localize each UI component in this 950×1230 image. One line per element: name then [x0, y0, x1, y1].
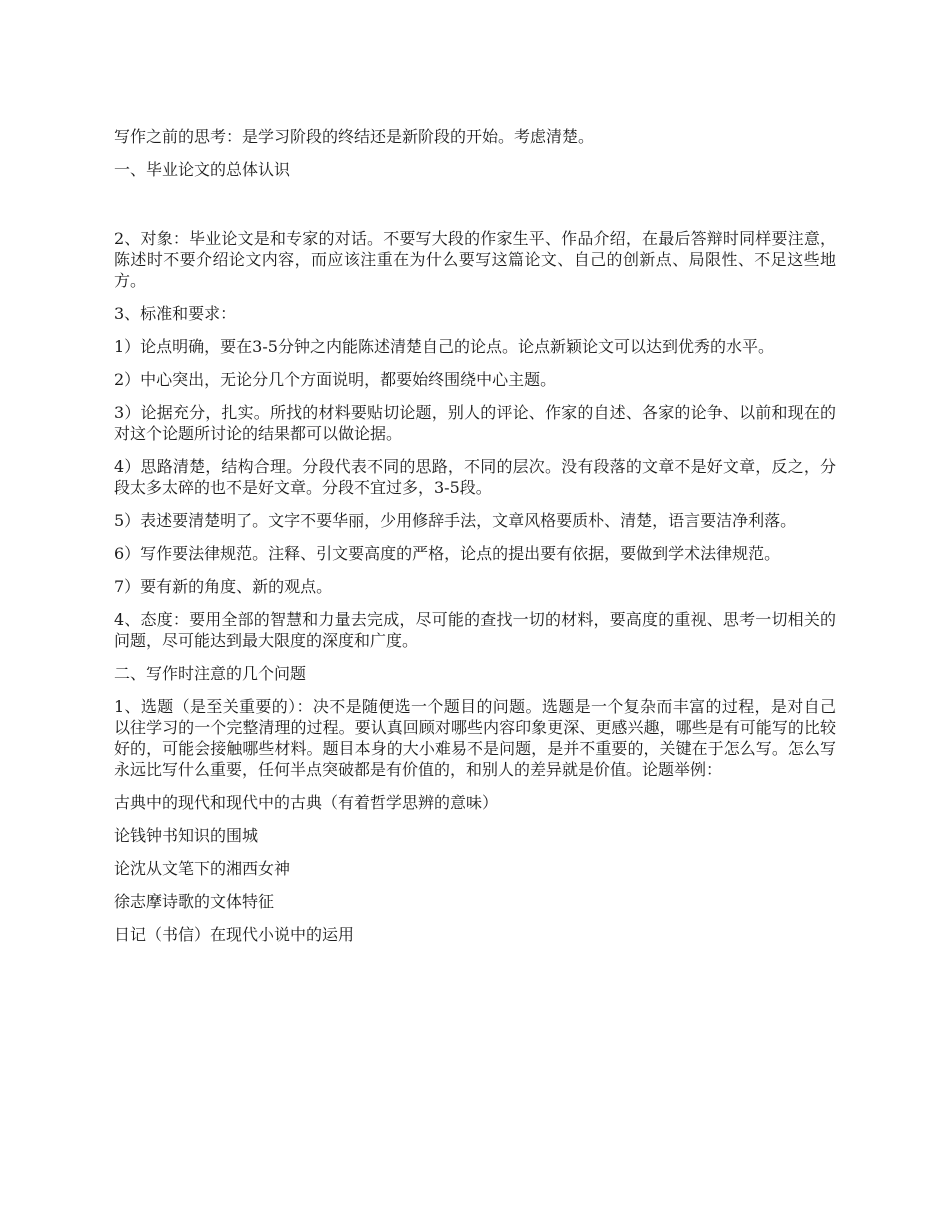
paragraph-object: 2、对象：毕业论文是和专家的对话。不要写大段的作家生平、作品介绍，在最后答辩时同样要注意，陈述时不要介绍论文内容，而应该注重在为什么要写这篇论文、自己的创新点、局限性、不足这些地方。 [114, 229, 836, 290]
topic-example-1: 古典中的现代和现代中的古典（有着哲学思辨的意味） [114, 793, 499, 812]
list-item-1: 1）论点明确，要在3-5分钟之内能陈述清楚自己的论点。论点新颖论文可以达到优秀的水平。 [114, 337, 774, 356]
list-item-6: 6）写作要法律规范。注释、引文要高度的严格，论点的提出要有依据，要做到学术法律规范。 [114, 544, 781, 563]
list-item-7: 7）要有新的角度、新的观点。 [114, 577, 333, 596]
topic-example-3: 论沈从文笔下的湘西女神 [114, 859, 291, 878]
section-heading-1: 一、毕业论文的总体认识 [114, 160, 291, 179]
topic-example-4: 徐志摩诗歌的文体特征 [114, 892, 275, 911]
list-item-2: 2）中心突出，无论分几个方面说明，都要始终围绕中心主题。 [114, 370, 557, 389]
document-page [114, 126, 836, 957]
blank-gap [114, 192, 836, 228]
intro-paragraph: 写作之前的思考：是学习阶段的终结还是新阶段的开始。考虑清楚。 [114, 127, 595, 146]
list-item-3: 3）论据充分，扎实。所找的材料要贴切论题，别人的评论、作家的自述、各家的论争、以前和现在的对这个论题所讨论的结果都可以做论据。 [114, 403, 836, 443]
topic-example-5: 日记（书信）在现代小说中的运用 [114, 925, 355, 944]
paragraph-attitude: 4、态度：要用全部的智慧和力量去完成，尽可能的查找一切的材料，要高度的重视、思考一切相关的问题，尽可能达到最大限度的深度和广度。 [114, 610, 836, 650]
topic-example-2: 论钱钟书知识的围城 [114, 826, 259, 845]
section-heading-2: 二、写作时注意的几个问题 [114, 664, 307, 683]
paragraph-topic-selection: 1、选题（是至关重要的）：决不是随便选一个题目的问题。选题是一个复杂而丰富的过程，是对自己以往学习的一个完整清理的过程。要认真回顾对哪些内容印象更深、更感兴趣，哪些是有可能写的比较好的，可能会接触哪些材料。题目本身的大小难易不是问题，是并不重要的，关键在于怎么写。怎么写永远比写什么重要，任何半点突破都是有价值的，和别人的差异就是价值。论题举例： [114, 697, 836, 779]
list-item-4: 4）思路清楚，结构合理。分段代表不同的思路，不同的层次。没有段落的文章不是好文章，反之，分段太多太碎的也不是好文章。分段不宜过多，3-5段。 [114, 457, 836, 497]
paragraph-standards: 3、标准和要求： [114, 304, 237, 323]
list-item-5: 5）表述要清楚明了。文字不要华丽，少用修辞手法，文章风格要质朴、清楚，语言要洁净利落。 [114, 511, 797, 530]
